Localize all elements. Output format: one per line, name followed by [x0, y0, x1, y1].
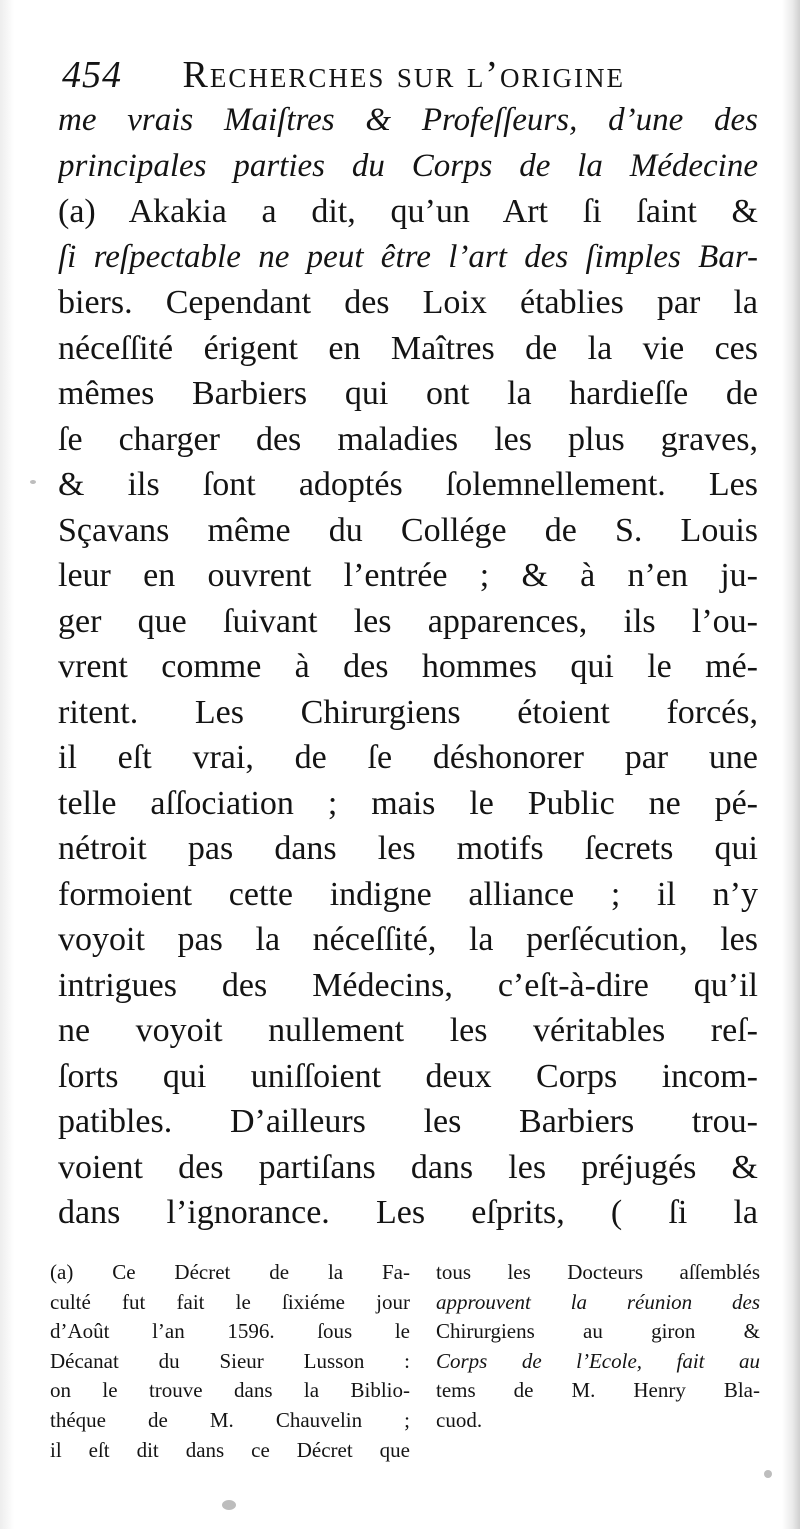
- text-line: & ils ſont adoptés ſolemnellement. Les: [58, 466, 758, 503]
- text-line: ger que ſuivant les apparences, ils l’ou-: [58, 602, 758, 640]
- text-line: me vrais Maiſtres & Profeſſeurs, d’une des: [58, 102, 758, 138]
- page-number: 454: [62, 54, 122, 96]
- footnote-line: cuod.: [436, 1407, 483, 1432]
- footnote-line: tous les Docteurs aſſemblés: [436, 1260, 760, 1284]
- footnote-line: culté fut fait le ſixiéme jour: [50, 1289, 410, 1314]
- text-line: ſorts qui uniſſoient deux Corps incom-: [58, 1057, 758, 1095]
- text-line: principales parties du Corps de la Médecine: [58, 147, 758, 184]
- text-line: voyoit pas la néceſſité, la perſécution, les: [58, 921, 758, 958]
- footnote-line: (a) Ce Décret de la Fa-: [50, 1260, 410, 1284]
- footnote-line: Décanat du Sieur Lusson :: [50, 1348, 410, 1373]
- text-line: Sçavans même du Collége de S. Louis: [58, 511, 758, 549]
- footnote-line: il eſt dit dans ce Décret que: [50, 1437, 410, 1462]
- text-line: voient des partiſans dans les préjugés &: [58, 1148, 758, 1186]
- running-header: [62, 50, 752, 100]
- text-line: leur en ouvrent l’entrée ; & à n’en ju-: [58, 557, 758, 594]
- paper-speck: [222, 1500, 236, 1510]
- text-line: biers. Cependant des Loix établies par la: [58, 284, 758, 321]
- running-title: Recherches sur l’origine: [182, 54, 626, 96]
- page-right-edge: [782, 0, 800, 1529]
- paper-speck: [30, 480, 36, 484]
- footnote-line: d’Août l’an 1596. ſous le: [50, 1319, 410, 1344]
- footnote-column-right: [436, 1258, 760, 1478]
- footnote-line: Chirurgiens au giron &: [436, 1319, 760, 1344]
- footnote-line: tems de M. Henry Bla-: [436, 1378, 760, 1403]
- text-line: mêmes Barbiers qui ont la hardieſſe de: [58, 375, 758, 412]
- footnote-line: approuvent la réunion des: [436, 1289, 760, 1314]
- text-line: nétroit pas dans les motifs ſecrets qui: [58, 830, 758, 867]
- footnote-column-left: [50, 1258, 410, 1478]
- page-left-edge: [0, 0, 14, 1529]
- text-line: telle aſſociation ; mais le Public ne pé-: [58, 784, 758, 822]
- main-text: [58, 98, 758, 1236]
- footnote-line: on le trouve dans la Biblio-: [50, 1378, 410, 1403]
- footnote-block: [50, 1258, 760, 1478]
- text-line: ne voyoit nullement les véritables reſ-: [58, 1012, 758, 1049]
- text-line: vrent comme à des hommes qui le mé-: [58, 648, 758, 685]
- footnote-line: Corps de l’Ecole, fait au: [436, 1348, 760, 1373]
- text-line: ſe charger des maladies les plus graves,: [58, 420, 758, 458]
- text-line: néceſſité érigent en Maîtres de la vie ces: [58, 329, 758, 367]
- text-line: (a) Akakia a dit, qu’un Art ſi ſaint &: [58, 193, 758, 230]
- text-line: il eſt vrai, de ſe déshonorer par une: [58, 739, 758, 776]
- text-line: intrigues des Médecins, c’eſt-à-dire qu’il: [58, 966, 758, 1004]
- text-line: patibles. D’ailleurs les Barbiers trou-: [58, 1103, 758, 1140]
- text-line: ſi reſpectable ne peut être l’art des ſimples Bar-: [58, 238, 758, 275]
- paper-speck: [764, 1470, 772, 1478]
- text-line: formoient cette indigne alliance ; il n’y: [58, 875, 758, 913]
- text-line: dans l’ignorance. Les eſprits, ( ſi la: [58, 1194, 758, 1231]
- text-line: ritent. Les Chirurgiens étoient forcés,: [58, 693, 758, 731]
- footnote-line: théque de M. Chauvelin ;: [50, 1407, 410, 1432]
